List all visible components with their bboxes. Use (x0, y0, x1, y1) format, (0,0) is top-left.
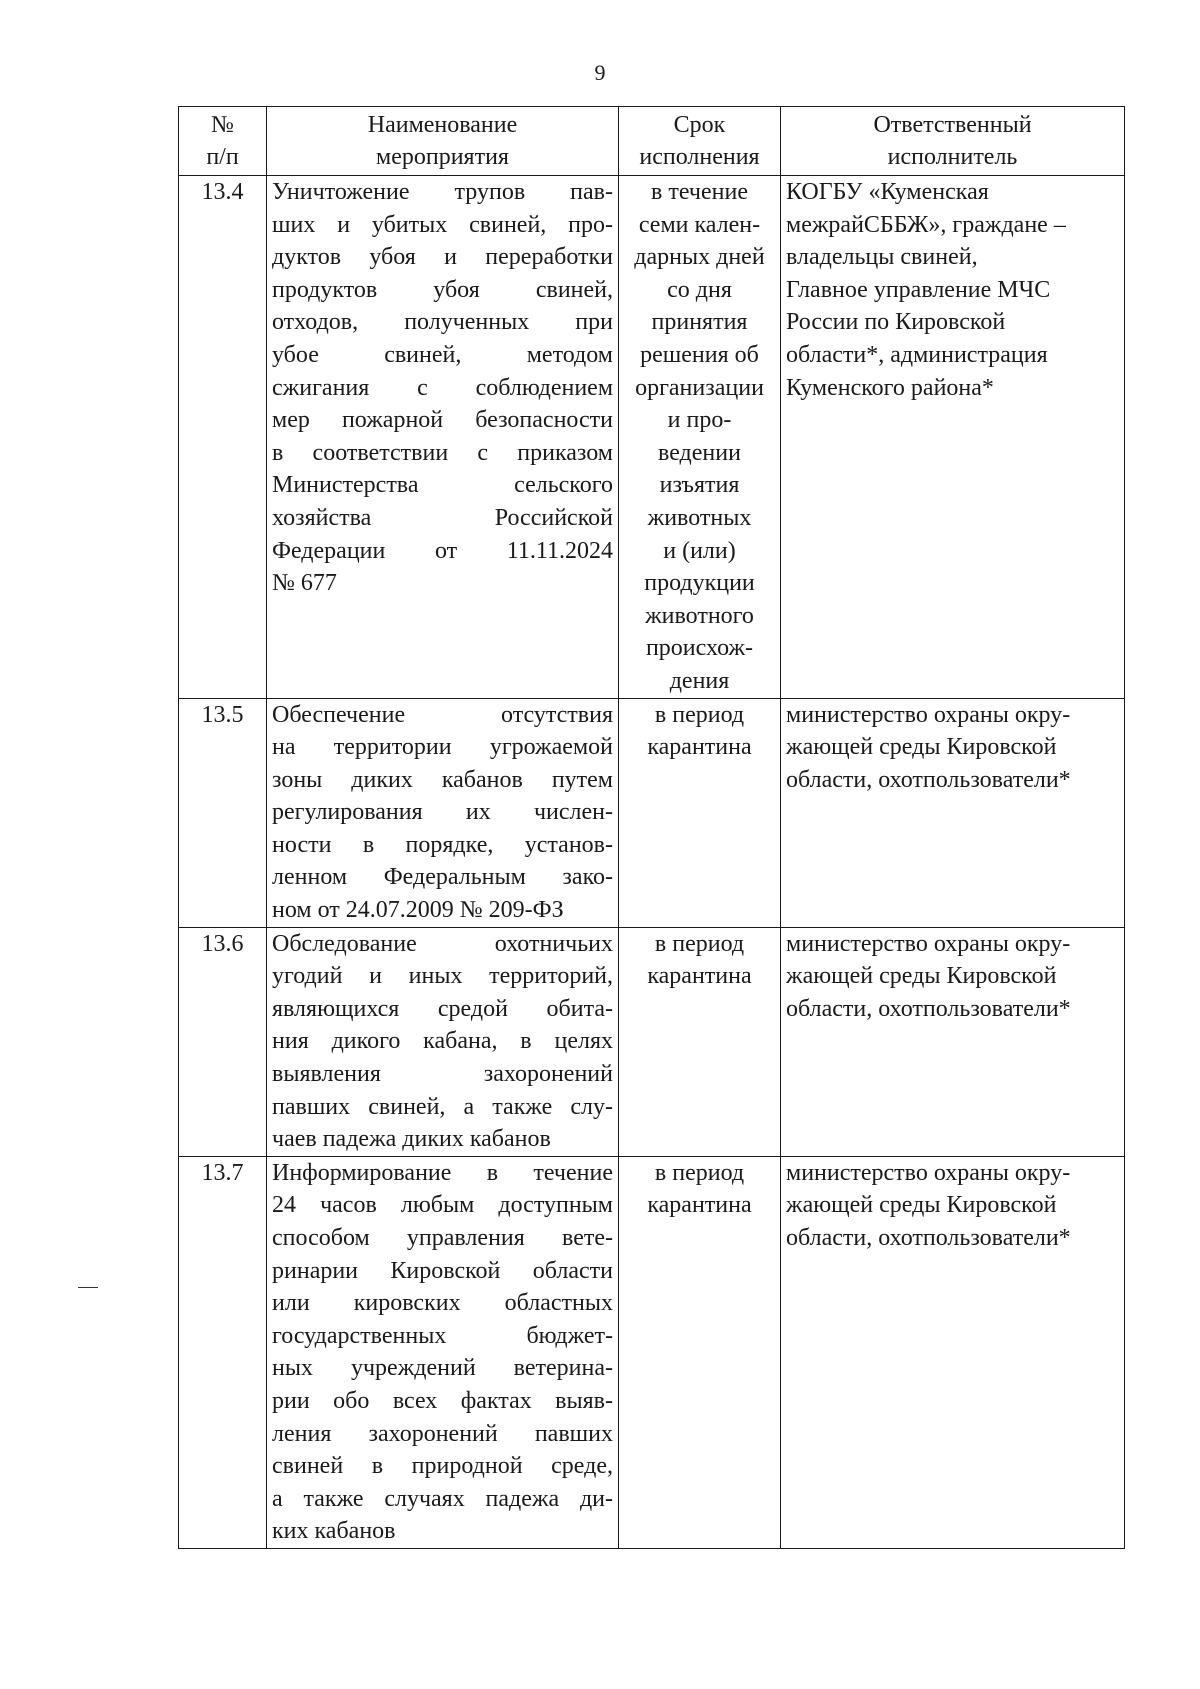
row-number: 13.4 (179, 176, 267, 699)
table-row (179, 698, 1125, 927)
row-number: 13.6 (179, 927, 267, 1156)
table-row (179, 1156, 1125, 1548)
row-number: 13.7 (179, 1156, 267, 1548)
measure-name-cell: Информирование в течение 24 часов любым доступным способом управления вете- ринарии Кировской области или кировских областных государственных бюджет- ных учреждений ветерина- рии обо всех фактах выяв- ления захоронений павших свиней в природной среде, а также случаях падежа ди- ких кабанов (267, 1156, 619, 1548)
deadline-cell: в течение семи кален- дарных дней со дня принятия решения об организации и про- ведении изъятия животных и (или) продукции животного происхож- дения (619, 176, 781, 699)
header-responsible: Ответственный исполнитель (781, 107, 1125, 176)
responsible-cell: министерство охраны окру- жающей среды Кировской области, охотпользователи* (781, 698, 1125, 927)
responsible-cell: министерство охраны окру- жающей среды Кировской области, охотпользователи* (781, 1156, 1125, 1548)
table-row (179, 176, 1125, 699)
measure-name-cell: Обеспечение отсутствия на территории угрожаемой зоны диких кабанов путем регулирования их числен- ности в порядке, установ- ленном Федеральным зако- ном от 24.07.2009 № 209-ФЗ (267, 698, 619, 927)
measures-table (178, 106, 1125, 1549)
deadline-cell: в период карантина (619, 1156, 781, 1548)
header-number: № п/п (179, 107, 267, 176)
deadline-cell: в период карантина (619, 927, 781, 1156)
page-number: 9 (594, 60, 606, 85)
table-header-row (179, 107, 1125, 176)
responsible-cell: министерство охраны окру- жающей среды Кировской области, охотпользователи* (781, 927, 1125, 1156)
header-deadline: Срок исполнения (619, 107, 781, 176)
margin-dash-mark (78, 1287, 98, 1288)
deadline-cell: в период карантина (619, 698, 781, 927)
row-number: 13.5 (179, 698, 267, 927)
responsible-cell: КОГБУ «Куменская межрайСББЖ», граждане – владельцы свиней, Главное управление МЧС России по Кировской области*, администрация Куменского района* (781, 176, 1125, 699)
measure-name-cell: Обследование охотничьих угодий и иных территорий, являющихся средой обита- ния дикого кабана, в целях выявления захоронений павших свиней, а также слу- чаев падежа диких кабанов (267, 927, 619, 1156)
header-measure-name: Наименование мероприятия (267, 107, 619, 176)
table-row (179, 927, 1125, 1156)
measure-name-cell: Уничтожение трупов пав- ших и убитых свиней, про- дуктов убоя и переработки продуктов убоя свиней, отходов, полученных при убое свиней, методом сжигания с соблюдением мер пожарной безопасности в соответствии с приказом Министерства сельского хозяйства Российской Федерации от 11.11.2024 № 677 (267, 176, 619, 699)
